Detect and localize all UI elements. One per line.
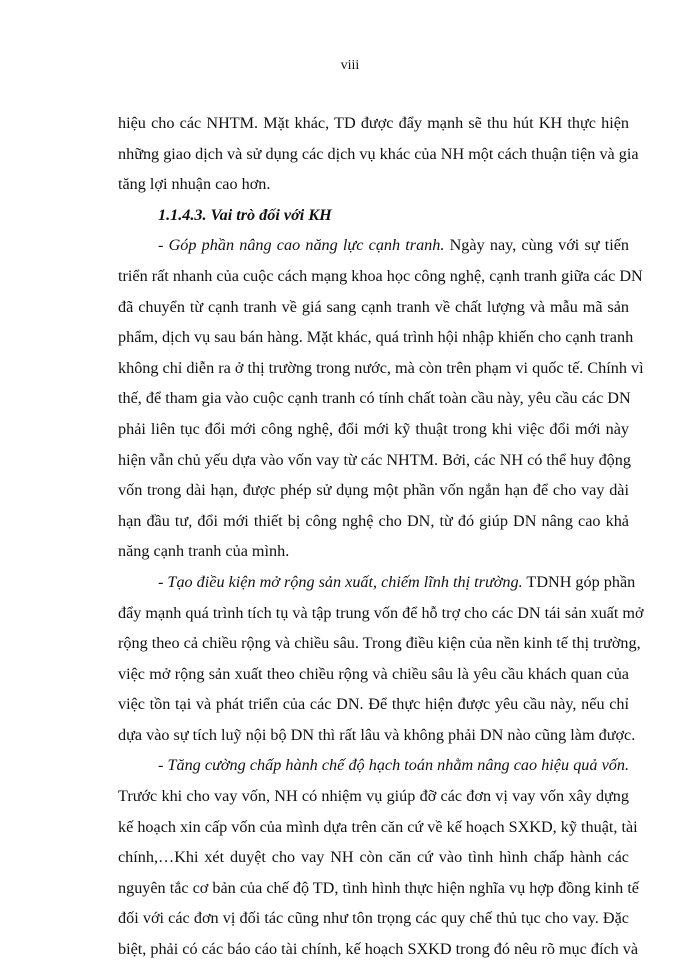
paragraph-lead-line	[118, 230, 629, 261]
section-heading: 1.1.4.3. Vai trò đối với KH	[158, 205, 332, 224]
paragraph-lead-line	[118, 567, 636, 598]
body-line: đã chuyển từ cạnh tranh về giá sang cạnh tranh về chất lượng và mẫu mã sản	[118, 297, 629, 316]
body-line: việc tồn tại và phát triển của các DN. Để thực hiện được yêu cầu này, nếu chỉ	[118, 695, 629, 714]
body-line: đẩy mạnh quá trình tích tụ và tập trung vốn để hỗ trợ cho các DN tái sản xuất mở	[118, 603, 644, 622]
body-line: hiệu cho các NHTM. Mặt khác, TD được đẩy mạnh sẽ thu hút KH thực hiện	[118, 114, 629, 132]
body-line: nguyên tắc cơ bản của chế độ TD, tình hình thực hiện nghĩa vụ hợp đồng kinh tế	[118, 878, 639, 897]
body-line: Trước khi cho vay vốn, NH có nhiệm vụ giúp đỡ các đơn vị vay vốn xây dựng	[118, 787, 629, 806]
body-line: năng cạnh tranh của mình.	[118, 542, 290, 561]
body-line: vốn trong dài hạn, được phép sử dụng một phần vốn ngắn hạn để cho vay dài	[118, 481, 629, 500]
body-line: triển rất nhanh của cuộc cách mạng khoa học công nghệ, cạnh tranh giữa các DN	[118, 266, 643, 285]
body-line: phải liên tục đổi mới công nghệ, đổi mới kỹ thuật trong khi việc đổi mới này	[118, 419, 629, 438]
body-line: việc mở rộng sản xuất theo chiều rộng và chiều sâu là yêu cầu khách quan của	[118, 664, 629, 683]
paragraph-lead-text: Ngày nay, cùng với sự tiến	[444, 236, 629, 255]
body-line: tăng lợi nhuận cao hơn.	[118, 175, 271, 194]
body-line: hạn đầu tư, đổi mới thiết bị công nghệ cho DN, từ đó giúp DN nâng cao khả	[118, 511, 629, 530]
body-line: những giao dịch và sử dụng các dịch vụ khác của NH một cách thuận tiện và gia	[118, 144, 639, 163]
body-line: chính,…Khi xét duyệt cho vay NH còn căn cứ vào tình hình chấp hành các	[118, 848, 629, 867]
body-line: kế hoạch xin cấp vốn của mình dựa trên căn cứ về kế hoạch SXKD, kỹ thuật, tài	[118, 817, 638, 836]
body-line: đối với các đơn vị đối tác cũng như tôn trọng các quy chế thủ tục cho vay. Đặc	[118, 909, 629, 928]
paragraph-lead-line	[118, 750, 629, 781]
body-line: biệt, phải có các báo cáo tài chính, kế hoạch SXKD trong đó nêu rõ mục đích và	[118, 940, 639, 959]
body-line: thế, để tham gia vào cuộc cạnh tranh có tính chất toàn cầu này, yêu cầu các DN	[118, 389, 631, 408]
page-number: viii	[340, 58, 360, 73]
body-line: phẩm, dịch vụ sau bán hàng. Mặt khác, quá trình hội nhập khiến cho cạnh tranh	[118, 328, 634, 347]
paragraph-lead-text: TDNH góp phần	[522, 572, 636, 591]
body-line: rộng theo cả chiều rộng và chiều sâu. Trong điều kiện của nền kinh tế thị trường,	[118, 634, 641, 653]
paragraph-lead-italic: - Tăng cường chấp hành chế độ hạch toán nhằm nâng cao hiệu quả vốn.	[158, 756, 629, 775]
paragraph-lead-italic: - Tạo điều kiện mở rộng sản xuất, chiếm lĩnh thị trường.	[158, 572, 523, 591]
body-line: dựa vào sự tích luỹ nội bộ DN thì rất lâu và không phải DN nào cũng làm được.	[118, 725, 636, 744]
body-line: không chỉ diễn ra ở thị trường trong nước, mà còn trên phạm vi quốc tế. Chính vì	[118, 358, 644, 377]
paragraph-lead-italic: - Góp phần nâng cao năng lực cạnh tranh.	[158, 236, 445, 255]
document-body	[118, 108, 644, 965]
body-line: hiện vẫn chủ yếu dựa vào vốn vay từ các NHTM. Bởi, các NH có thể huy động	[118, 450, 631, 469]
